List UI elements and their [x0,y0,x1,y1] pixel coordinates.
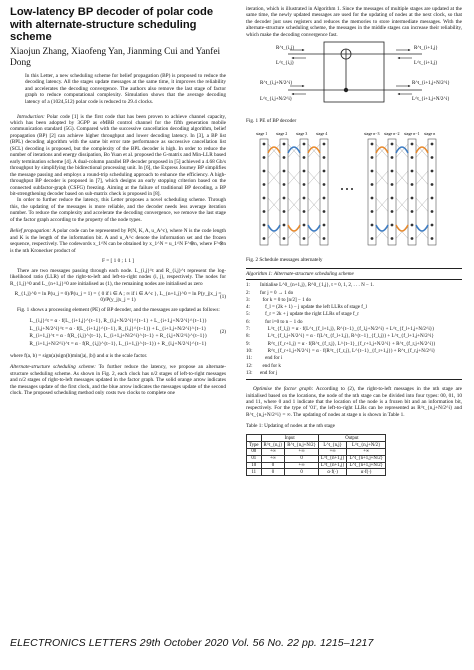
fig2-node [323,156,326,159]
table-cell: +∞ [318,448,347,455]
table-cell: +∞ [261,455,285,462]
fig2-stage-label: stage 4 [316,131,328,137]
fig2-stage-column [428,139,436,245]
algorithm-line-number: 10: [246,347,253,354]
figure-1-pe-diagram [246,38,462,110]
fig2-node [391,210,394,213]
fig2-stage-column [368,139,376,245]
algorithm-line-number: 5: [246,311,250,318]
introduction-paragraph-2: In order to further reduce the latency, this Letter proposes a novel scheduling scheme. Through this, the updating of the messages is more reliable, and the decoder needs less average iteration number. To reduce the complexity and accelerate the decoding convergence, we remove the last stage of the factor graph according to the property of the node types. [10,197,226,223]
right-top-paragraph: iteration, which is illustrated in Algorithm 1. Since the messages of multiple stages are updated at the same time, the newly updated messages are used for the updating of nodes at the next clock, so that the decoder just uses registers and reduces the memories to store intermediate messages. With the alternate-structure scheduling scheme, the messages in the middle stages can increase their reliability, which make the decoding convergence fast. [246,6,462,38]
equation-2 [10,318,226,349]
table-cell: 00 [247,448,262,455]
bp-paragraph-2: There are two messages passing through each node. L_{i,j}^t and R_{i,j}^t represent the log-likelihood ratio (LLR) of the right-to-left and left-to-right nodes (i, j), respectively. The nodes for R_{1,j}^0 and L_{n+1,j}^0 are initialised as (1), the remaining nodes are initialised as zero [10,268,226,287]
fig2-node [283,210,286,213]
fig2-node [303,224,306,227]
algorithm-line-number: 7: [246,326,250,333]
algorithm-line [246,333,462,340]
algorithm-line-text: end for i [260,355,283,362]
algorithm-line-text: f_l = (2k + 1) − j update the left LLRs of stage f_l [260,304,367,311]
fig2-node [263,143,266,146]
bp-paragraph-4: where f(a, b) = sign(a)sign(b)min(|a|, |b|) and α is the scale factor. [10,353,148,360]
algorithm-line [246,370,462,377]
fig2-stage-label: stage 2 [276,131,288,137]
fig2-node [323,183,326,186]
table-cell: L^t_{n+1,j+N/2} [347,462,385,469]
fig2-update-arrow [288,147,300,153]
algorithm-1-lines [246,282,462,377]
optimise-text: According to (2), the right-to-left messages in the nth stage are initialised based on the locations, the node of the nth stage can be divided into four types: 00, 01, 10 and 11, where 0 and 1 indicate that the location of the node is a frozen bit and an information bit, respectively. For the type of '01', the left-to-right LLRs can be represented as R^t_{n,j+N/2^i} and R^t_{n,j+N/2^i} = ∞. The updating of nodes at stage n is shown in Table 1. [246,386,463,418]
figure-1-caption: Fig. 1 PE of BP decoder [246,118,297,125]
fig2-node [283,237,286,240]
algorithm-line-text: for i=0 to n − 1 do [260,318,303,325]
fig2-node [391,143,394,146]
table-type-header-spacer [247,435,262,442]
figure-2-schedule-diagram [246,129,462,249]
table-cell: L^t_{n+1,j+N/2} [347,455,385,462]
fig1-label-r-tl: R^t_{i,j} [276,46,295,52]
algorithm-line-text: end for k [260,362,281,369]
table-cell: 0 [261,469,285,476]
fig2-node [263,156,266,159]
fig2-node [323,237,326,240]
table-cell: 0 [261,462,285,469]
author-list: Xiaojun Zhang, Xiaofeng Yan, Jianming Cui and Yanfei Dong [10,46,221,68]
fig2-node [371,237,374,240]
right-column [246,6,462,476]
fig2-update-arrow [376,147,388,153]
algorithm-line [246,282,462,289]
algorithm-line-text: f_r = 2k + j update the right LLRs of stage f_r [260,311,359,318]
fig2-node [391,170,394,173]
fig2-node [391,156,394,159]
fig1-label-l-bl: L^t_{i,j+N/2^i} [260,97,293,103]
table-column-header: L^t_{n,j} [318,442,347,449]
optimise-heading: Optimise the factor graph: [253,386,314,393]
table-cell: +∞ [285,462,319,469]
algorithm-line-number: 9: [246,340,250,347]
fig2-node [411,143,414,146]
algorithm-line-number: 3: [246,296,250,303]
fig2-node [431,156,434,159]
algorithm-line-number: 11: [246,355,253,362]
algorithm-line [246,341,462,348]
fig2-stage-column [408,139,416,245]
table-row [247,455,386,462]
fig2-node [323,143,326,146]
fig2-node [323,197,326,200]
fig2-node [323,224,326,227]
fig2-update-arrow [288,225,300,231]
equation-1-number: (1) [219,294,226,301]
algorithm-line [246,311,462,318]
fig2-node [371,170,374,173]
table-group-header-row [247,435,386,442]
fig2-node [303,210,306,213]
algorithm-line-text: for k = 0 to [n/2] − 1 do [260,296,312,303]
equation-2-line: L_{i,j}^t = α · f(L_{i+1,j}^{t−1}, R_{i,j+N/2^i}^{t−1} + L_{i+1,j+N/2^i}^{t−1}) [29,317,207,324]
fig2-stage-column [300,139,308,245]
fig2-node [303,170,306,173]
left-column [10,6,226,397]
fig2-stage-column [388,139,396,245]
fig2-node [283,183,286,186]
introduction-heading: Introduction: [17,113,45,120]
equation-2-number: (2) [219,329,226,336]
algorithm-line-number: 6: [246,318,250,325]
introduction-paragraph [10,114,226,198]
table-cell: L^t_{n+1,j} [318,462,347,469]
table-group-header-input: Input [261,435,318,442]
fig2-node [303,183,306,186]
fig2-node [431,197,434,200]
fig2-node [411,156,414,159]
fig2-update-arrow [396,225,408,231]
figure-2-caption: Fig. 2 Schedule messages alternately [246,257,323,264]
belief-propagation-heading: Belief propagation: [10,228,52,235]
algorithm-line-text: R^t_{f_r+1,j+N/2^i} = α · f(R^t_{f_r,j}, L^{t−1}_{f_r+1,j}) + R^t_{f_r,j+N/2^i} [260,347,436,354]
fig2-node [431,170,434,173]
algorithm-line-text: for j = 0 → 1 do [260,289,294,296]
fig2-node [263,170,266,173]
table-column-header: L^t_{n,j+N/2} [347,442,385,449]
table-cell: +∞ [285,448,319,455]
fig2-node [371,156,374,159]
fig2-node [411,170,414,173]
table-cell: 0 [285,469,319,476]
fig2-node [263,197,266,200]
fig1-label-l-tl: L^t_{i,j} [276,61,295,67]
fig2-update-arrow [376,225,388,231]
fig2-node [263,237,266,240]
fig2-node [303,197,306,200]
fig2-stage-label: stage n−2 [384,131,400,137]
fig1-label-r-tr: R^t_{i+1,j} [414,46,438,52]
fig2-stage-label: stage n−3 [364,131,380,137]
fig2-node [283,197,286,200]
table-row [247,448,386,455]
fig2-node [411,237,414,240]
bp-paragraph-1 [10,228,226,254]
algorithm-line-number: 1: [246,282,250,289]
table-row [247,469,386,476]
fig2-node [283,143,286,146]
fig1-label-l-tr: L^t_{i+1,j} [414,61,438,67]
fig2-ellipsis-dot [346,188,348,190]
table-cell: 11 [247,469,262,476]
fig2-ellipsis-dot [351,188,353,190]
table-column-header: R^t_{n,j} [261,442,285,449]
fig2-node [431,237,434,240]
fig2-node [323,210,326,213]
fig2-node [411,224,414,227]
table-cell: 0 [285,455,319,462]
equation-1-body: R_{1,j}^0 = ln P(u_j = 0)/P(u_j = 1) = { 0 if i ∈ A ; ∞ if i ∈ A^c }, L_{n+1,j}^0 = ln P(y_j|x_j = 0)/P(y_j|x_j = 1) [14,291,222,304]
algorithm-line [246,355,462,362]
fig2-stage-column [320,139,328,245]
fig2-node [263,210,266,213]
fig2-node [283,170,286,173]
fig2-ellipsis-dot [341,188,343,190]
bp-text-1: A polar code can be represented by P(N, K, A, u_A^c), where N is the code length and K is the length of the information bit. A and u_A^c denote the information set and the frozen sequence, respectively. The codewords x_1^N can be obtained by x_1^N = u_1^N F^⊗n, where F^⊗n is the nth Kronecker product of [10,228,226,254]
table-group-header-output: Output [318,435,385,442]
bp-paragraph-3: Fig. 1 shows a processing element (PE) of BP decoder, and the messages are updated as follows: [17,307,220,314]
algorithm-1-box [246,268,462,380]
fig2-update-arrow [268,225,280,231]
fig2-node [431,210,434,213]
equation-2-line: R_{i+1,j+N/2^i}^t = α · f(R_{i,j}^{t−1}, L_{i+1,j}^{t−1}) + R_{i,j+N/2^i}^{t−1} [29,341,207,348]
fig1-label-l-br: L^t_{i+1,j+N/2^i} [412,97,450,103]
equation-1 [10,291,226,303]
fig2-node [371,143,374,146]
table-cell: 01 [247,455,262,462]
fig2-node [283,156,286,159]
fig2-update-arrow [416,147,428,153]
table-header-row [247,442,386,449]
fig2-node [263,183,266,186]
algorithm-line-number: 12: [246,362,253,369]
fig2-update-arrow [416,225,428,231]
algorithm-line [246,319,462,326]
fig2-node [431,143,434,146]
algorithm-1-title: Algorithm 1: Alternate-structure scheduling scheme [246,270,462,280]
table-cell: +∞ [347,448,385,455]
fig2-stage-label: stage n−1 [404,131,420,137]
fig2-node [411,210,414,213]
table-1-caption: Table 1: Updating of nodes at the nth stage [246,423,335,430]
fig2-stage-label: stage n [424,131,436,137]
fig2-node [323,170,326,173]
equation-2-line: L_{i,j+N/2^i}^t = α · f(L_{i+1,j}^{t−1}, R_{i,j}^{t−1}) + L_{i+1,j+N/2^i}^{t−1} [29,325,207,332]
algorithm-line [246,363,462,370]
table-body [247,448,386,475]
alternate-scheme-paragraph [10,364,226,396]
equation-F: F = [ 1 0 ; 1 1 ] [101,258,135,265]
table-cell: α·f(·) [318,469,347,476]
fig2-stage-column [260,139,268,245]
fig2-node [303,237,306,240]
fig2-node [411,183,414,186]
algorithm-line [246,290,462,297]
fig2-update-arrow [396,147,408,153]
algorithm-line-number: 2: [246,289,250,296]
fig2-node [371,224,374,227]
algorithm-line-text: L^t_{f_l,j} = α · f(L^t_{f_l+1,j}, R^{t−1}_{f_l,j+N/2^i} + L^t_{f_l+1,j+N/2^i}) [260,326,434,333]
equation-2-line: R_{i+1,j}^t = α · f(R_{i,j}^{t−1}, L_{i+1,j+N/2^i}^{t−1} + R_{i,j+N/2^i}^{t−1}) [29,333,207,340]
fig2-node [371,183,374,186]
table-row [247,462,386,469]
alternate-scheme-text: To further reduce the latency, we propose an alternate-structure scheduling scheme. As shown in Fig. 2, each clock has n/2 stages of left-to-right messages and n/2 stages of right-to-left messages updated in the factor graph. The solid orange arrow indicates the messages update of the first clock, and the blue arrow indicates the messages update of the second clock. The proposed scheduling method only costs two clocks to complete one [10,364,226,397]
fig2-node [303,156,306,159]
fig2-update-arrow [308,225,320,231]
fig2-update-arrow [308,147,320,153]
algorithm-line-number: 4: [246,304,250,311]
table-column-header: Type [247,442,262,449]
table-1 [246,434,386,476]
algorithm-line-number: 8: [246,333,250,340]
table-column-header: R^t_{n,j+N/2} [285,442,319,449]
fig2-node [371,210,374,213]
fig2-node [391,197,394,200]
table-cell: L^t_{n+1,j} [318,455,347,462]
fig1-label-r-br: R^t_{i+1,j+N/2^i} [412,81,450,87]
fig2-node [431,183,434,186]
algorithm-line-text: L^t_{f_l,j+N/2^i} = α · f(L^t_{f_l+1,j}, R^{t−1}_{f_l,j}) + L^t_{f_l+1,j+N/2^i} [260,333,434,340]
algorithm-line-text: R^t_{f_r+1,j} = α · f(R^t_{f_r,j}, L^{t−1}_{f_r+1,j+N/2^i} + R^t_{f_r,j+N/2^i}) [260,340,436,347]
fig2-node [391,237,394,240]
fig2-node [411,197,414,200]
algorithm-line-number: 13: [246,369,253,376]
algorithm-line-text: Initialise L^0_{n+1,j}, R^0_{1,j}, t = 0, 1, 2, . . . N − 1. [260,282,375,289]
fig2-node [391,183,394,186]
fig2-node [303,143,306,146]
introduction-text: Polar code [1] is the first code that has been proven to achieve channel capacity, which has been adopted by 3GPP as eMBB control channel for the fifth generation mobile communication standard (5G). Compared with the successive cancellation decoding algorithm, belief propagation (BP) [2] can achieve higher throughput and lower decoding latency. In [3], a BP list (BPL) decoding algorithm with the same bit error rate performance as successive cancellation list (SCL) decoding is proposed, but the complexity of the BPL decoder is high. In order to reduce the number of iterations and energy dissipation, Bo Yuan et al. proposed the G-matrix and Min-LLR based early termination scheme [4]. A dual-column parallel BP decoder proposed in [5] achieved a 4.68 Gb/s throughput by simplifying the bidirectional processing unit. In [6], the Express Journey BP simplifies the message passing and employs a round-trip scheduling approach to enhance the efficiency. A high-throughput BP decoder is proposed in [7], which designs an early stopping criterion based on the connected subfactor-graph (CSFG) freezing. Aiming at the failure of traditional BP decoding, a BP bit-strengthening decoder based on sub-matrix check is proposed in [8]. [10,113,227,197]
journal-footer: ELECTRONICS LETTERS 29th October 2020 Vol. 56 No. 22 pp. 1215–1217 [10,637,374,649]
fig2-node [371,197,374,200]
table-cell: 10 [247,462,262,469]
algorithm-line-text: end for j [260,369,278,376]
fig2-node [263,224,266,227]
fig1-label-r-bl: R^t_{i,j+N/2^i} [260,81,293,87]
fig2-node [391,224,394,227]
fig2-node [431,224,434,227]
alternate-scheme-heading: Alternate-structure scheduling scheme: [10,364,96,371]
abstract: In this Letter, a new scheduling scheme for belief propagation (BP) is proposed to reduce the decoding latency. All the stages update messages at the same time, it improves the reliability and accelerates the decoding convergence. The authors also remove the last stage of factor graph to reduce computational complexity. Simulation shows that the average decoding latency of a (1024,512) polar code is reduced to 29.4 clocks. [25,72,226,105]
optimise-paragraph [246,386,462,418]
fig2-stage-label: stage 3 [296,131,308,137]
fig2-stage-label: stage 1 [256,131,268,137]
fig2-node [283,224,286,227]
table-cell: α·f(·) [347,469,385,476]
fig2-update-arrow [268,147,280,153]
table-cell: +∞ [261,448,285,455]
paper-title: Low-latency BP decoder of polar code with alternate-structure scheduling scheme [10,6,214,44]
fig2-stage-column [280,139,288,245]
